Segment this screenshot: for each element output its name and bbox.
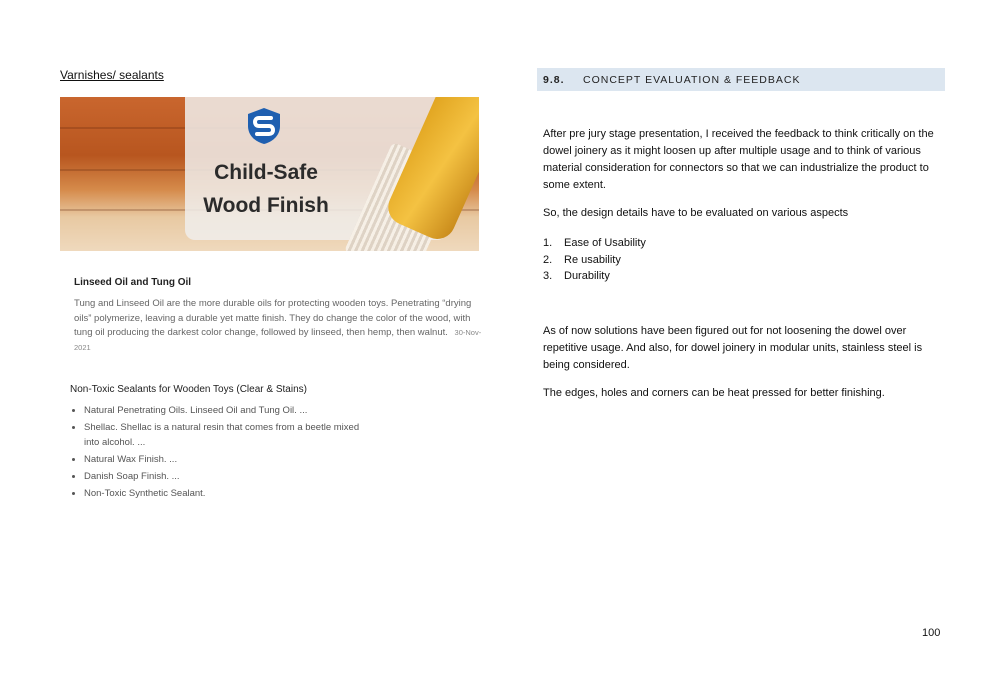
paragraph-solutions: As of now solutions have been figured out for not loosening the dowel over repetitive usage. And also, for dowel joinery in modular units, stainless steel is being considered. bbox=[543, 325, 923, 371]
snippet-description: Tung and Linseed Oil are the more durable oils for protecting wooden toys. Penetrating “drying oils” polymerize, leaving a durable yet matte finish. They do change the color of the wood, with tung oil producing the darkest color change, followed by linseed, then hemp, then walnut. 30-Nov-2021 bbox=[74, 298, 482, 352]
section-number: 9.8. bbox=[543, 73, 565, 86]
child-safe-wood-finish-image bbox=[60, 97, 479, 251]
section-header bbox=[537, 68, 945, 91]
linseed-tung-snippet bbox=[74, 277, 484, 355]
list-item: • Danish Soap Finish. ... bbox=[84, 469, 480, 484]
list-item: 3. Durability bbox=[543, 270, 610, 282]
paragraph-aspects: So, the design details have to be evaluated on various aspects bbox=[543, 207, 849, 219]
sealant-list bbox=[70, 403, 480, 501]
section-heading-varnishes: Varnishes/ sealants bbox=[60, 68, 164, 82]
list-item: • Shellac. Shellac is a natural resin that comes from a beetle mixed into alcohol. ... bbox=[84, 420, 364, 450]
paragraph-finishing: The edges, holes and corners can be heat pressed for better finishing. bbox=[543, 387, 885, 399]
list-item: • Natural Wax Finish. ... bbox=[84, 452, 480, 467]
list-item: 1. Ease of Usability bbox=[543, 237, 646, 249]
snippet-date: 30-Nov-2021 bbox=[74, 328, 482, 352]
non-toxic-sealants-snippet bbox=[70, 384, 480, 503]
list-item: • Natural Penetrating Oils. Linseed Oil and Tung Oil. ... bbox=[84, 403, 480, 418]
aspects-list bbox=[543, 235, 646, 285]
section-title: CONCEPT EVALUATION & FEEDBACK bbox=[583, 73, 801, 86]
page-number: 100 bbox=[922, 627, 941, 639]
banner-title-line1: Child-Safe bbox=[214, 161, 318, 184]
shield-logo-icon bbox=[246, 107, 282, 145]
paragraph-feedback: After pre jury stage presentation, I received the feedback to think critically on the dowel joinery as it might loosen up after multiple usage and to think of various material consideration for connectors so that we can industrialize the product to some extent. bbox=[543, 128, 934, 191]
list-item: • Non-Toxic Synthetic Sealant. bbox=[84, 486, 480, 501]
snippet-title: Non-Toxic Sealants for Wooden Toys (Clear & Stains) bbox=[70, 384, 307, 395]
banner-title-line2: Wood Finish bbox=[203, 194, 329, 217]
list-item: 2. Re usability bbox=[543, 253, 621, 266]
snippet-title: Linseed Oil and Tung Oil bbox=[74, 277, 192, 288]
